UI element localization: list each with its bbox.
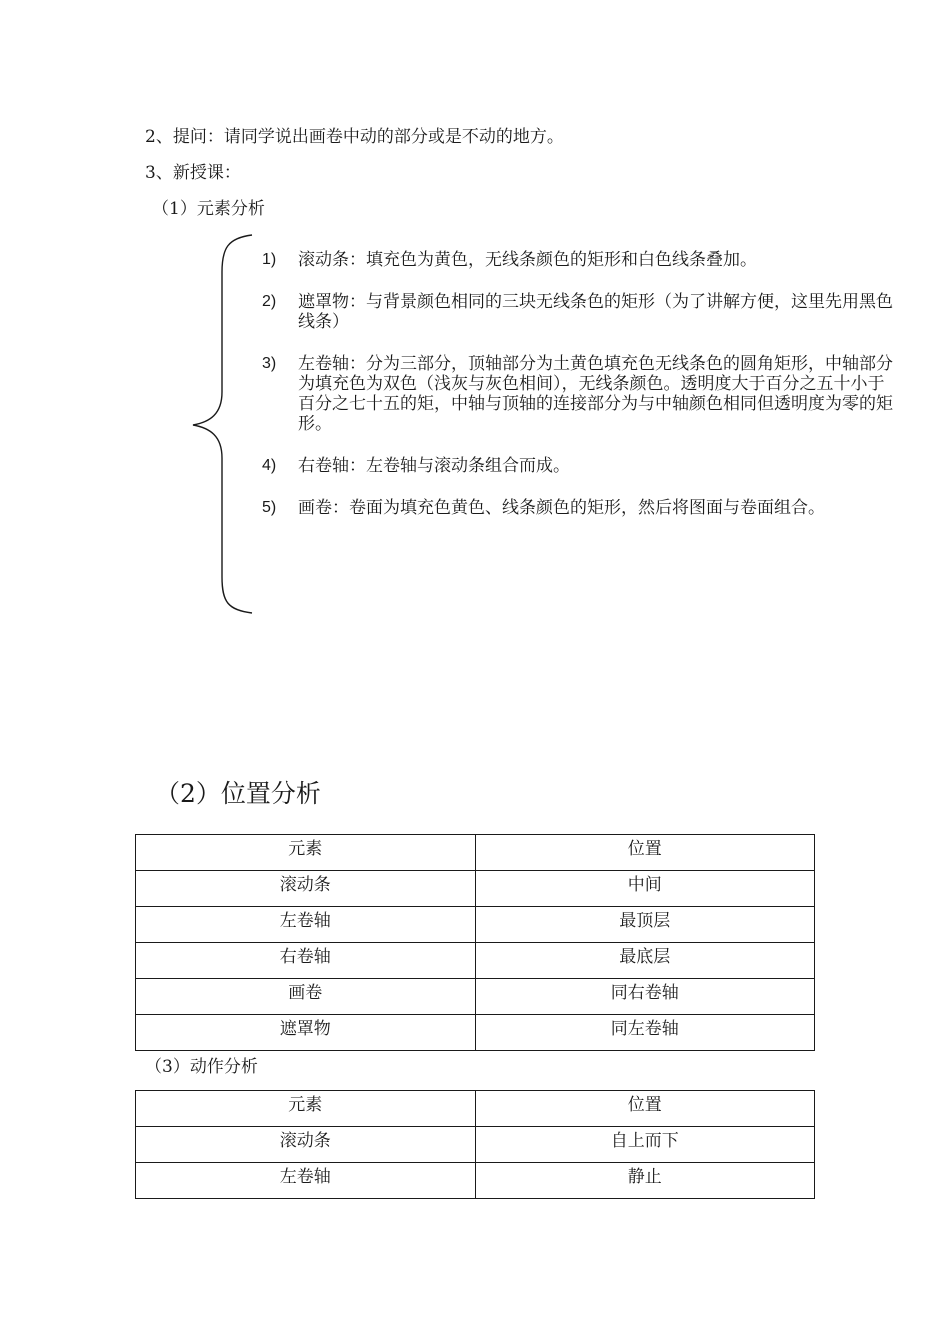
element-list (262, 250, 894, 540)
table-row (136, 871, 815, 907)
table-cell: 左卷轴 (136, 907, 476, 943)
table-cell: 同左卷轴 (475, 1015, 815, 1051)
list-item-number: 3) (262, 355, 277, 372)
table-row (136, 1127, 815, 1163)
table-cell: 左卷轴 (136, 1163, 476, 1199)
table-header-cell: 位置 (475, 1091, 815, 1127)
table-header-cell: 元素 (136, 1091, 476, 1127)
table-row (136, 979, 815, 1015)
list-item-number: 5) (262, 499, 277, 516)
table-header-row (136, 1091, 815, 1127)
table-cell: 滚动条 (136, 1127, 476, 1163)
table-header-cell: 元素 (136, 835, 476, 871)
action-table (135, 1090, 815, 1199)
curly-brace-icon (190, 232, 260, 617)
question-line: 2、提问：请同学说出画卷中动的部分或是不动的地方。 (145, 127, 564, 147)
list-item-text: 画卷：卷面为填充色黄色、线条颜色的矩形，然后将图面与卷面组合。 (298, 498, 825, 518)
table-row (136, 943, 815, 979)
table-cell: 滚动条 (136, 871, 476, 907)
table-cell: 最底层 (475, 943, 815, 979)
position-table (135, 834, 815, 1051)
table-cell: 右卷轴 (136, 943, 476, 979)
list-item-number: 2) (262, 293, 277, 310)
list-item-text: 遮罩物：与背景颜色相同的三块无线条色的矩形（为了讲解方便，这里先用黑色线条） (298, 292, 893, 332)
list-item (262, 498, 894, 518)
position-analysis-heading: （2）位置分析 (155, 779, 321, 808)
list-item-number: 1) (262, 251, 277, 268)
table-header-cell: 位置 (475, 835, 815, 871)
element-analysis-heading: （1）元素分析 (152, 199, 265, 219)
table-cell: 同右卷轴 (475, 979, 815, 1015)
list-item-text: 右卷轴：左卷轴与滚动条组合而成。 (298, 456, 570, 476)
table-cell: 遮罩物 (136, 1015, 476, 1051)
new-lesson-line: 3、新授课： (145, 163, 241, 183)
action-analysis-heading: （3）动作分析 (145, 1057, 258, 1077)
table-row (136, 1015, 815, 1051)
list-item-text: 左卷轴：分为三部分，顶轴部分为土黄色填充色无线条色的圆角矩形，中轴部分为填充色为双色（浅灰与灰色相间），无线条颜色。透明度大于百分之五十小于百分之七十五的矩，中轴与顶轴的连接部分为与中轴颜色相同但透明度为零的矩形。 (298, 354, 893, 434)
table-row (136, 907, 815, 943)
list-item-number: 4) (262, 457, 277, 474)
table-cell: 自上而下 (475, 1127, 815, 1163)
list-item (262, 354, 894, 434)
table-header-row (136, 835, 815, 871)
list-item-text: 滚动条：填充色为黄色，无线条颜色的矩形和白色线条叠加。 (298, 250, 757, 270)
list-item (262, 456, 894, 476)
table-cell: 中间 (475, 871, 815, 907)
list-item (262, 292, 894, 332)
table-row (136, 1163, 815, 1199)
table-cell: 画卷 (136, 979, 476, 1015)
table-cell: 静止 (475, 1163, 815, 1199)
table-cell: 最顶层 (475, 907, 815, 943)
list-item (262, 250, 894, 270)
